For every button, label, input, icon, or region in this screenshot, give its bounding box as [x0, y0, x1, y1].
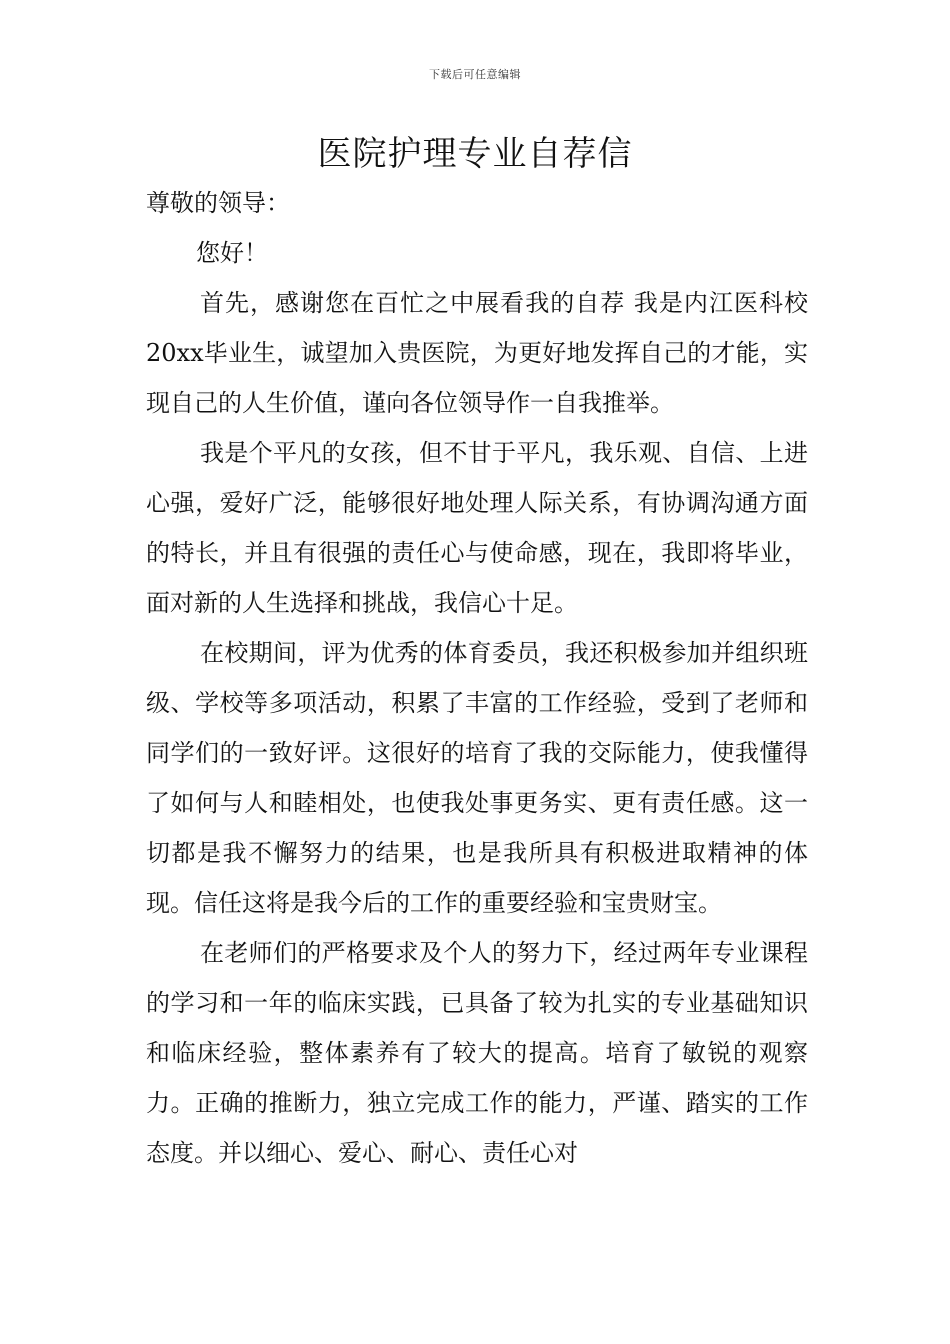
- header-note: 下载后可任意编辑: [429, 68, 521, 81]
- paragraph-personality: 我是个平凡的女孩，但不甘于平凡，我乐观、自信、上进心强，爱好广泛，能够很好地处理人际关系，有协调沟通方面的特长，并且有很强的责任心与使命感，现在，我即将毕业，面对新的人生选择和挑战，我信心十足。: [146, 439, 808, 617]
- page-title: 医院护理专业自荐信: [317, 134, 633, 174]
- paragraph-professional: 在老师们的严格要求及个人的努力下，经过两年专业课程的学习和一年的临床实践，已具备了较为扎实的专业基础知识和临床经验，整体素养有了较大的提高。培育了敏锐的观察力。正确的推断力，独立完成工作的能力，严谨、踏实的工作态度。并以细心、爱心、耐心、责任心对: [146, 939, 808, 1167]
- greeting: 您好！: [196, 239, 268, 267]
- salutation: 尊敬的领导：: [146, 189, 290, 217]
- paragraph-intro: 首先，感谢您在百忙之中展看我的自荐 我是内江医科校20xx毕业生，诚望加入贵医院，为更好地发挥自己的才能，实现自己的人生价值，谨向各位领导作一自我推举。: [146, 289, 808, 417]
- paragraph-school: 在校期间，评为优秀的体育委员，我还积极参加并组织班级、学校等多项活动，积累了丰富的工作经验，受到了老师和同学们的一致好评。这很好的培育了我的交际能力，使我懂得了如何与人和睦相处，也使我处事更务实、更有责任感。这一切都是我不懈努力的结果，也是我所具有积极进取精神的体现。信任这将是我今后的工作的重要经验和宝贵财宝。: [146, 639, 808, 917]
- letter-body: [146, 178, 808, 1178]
